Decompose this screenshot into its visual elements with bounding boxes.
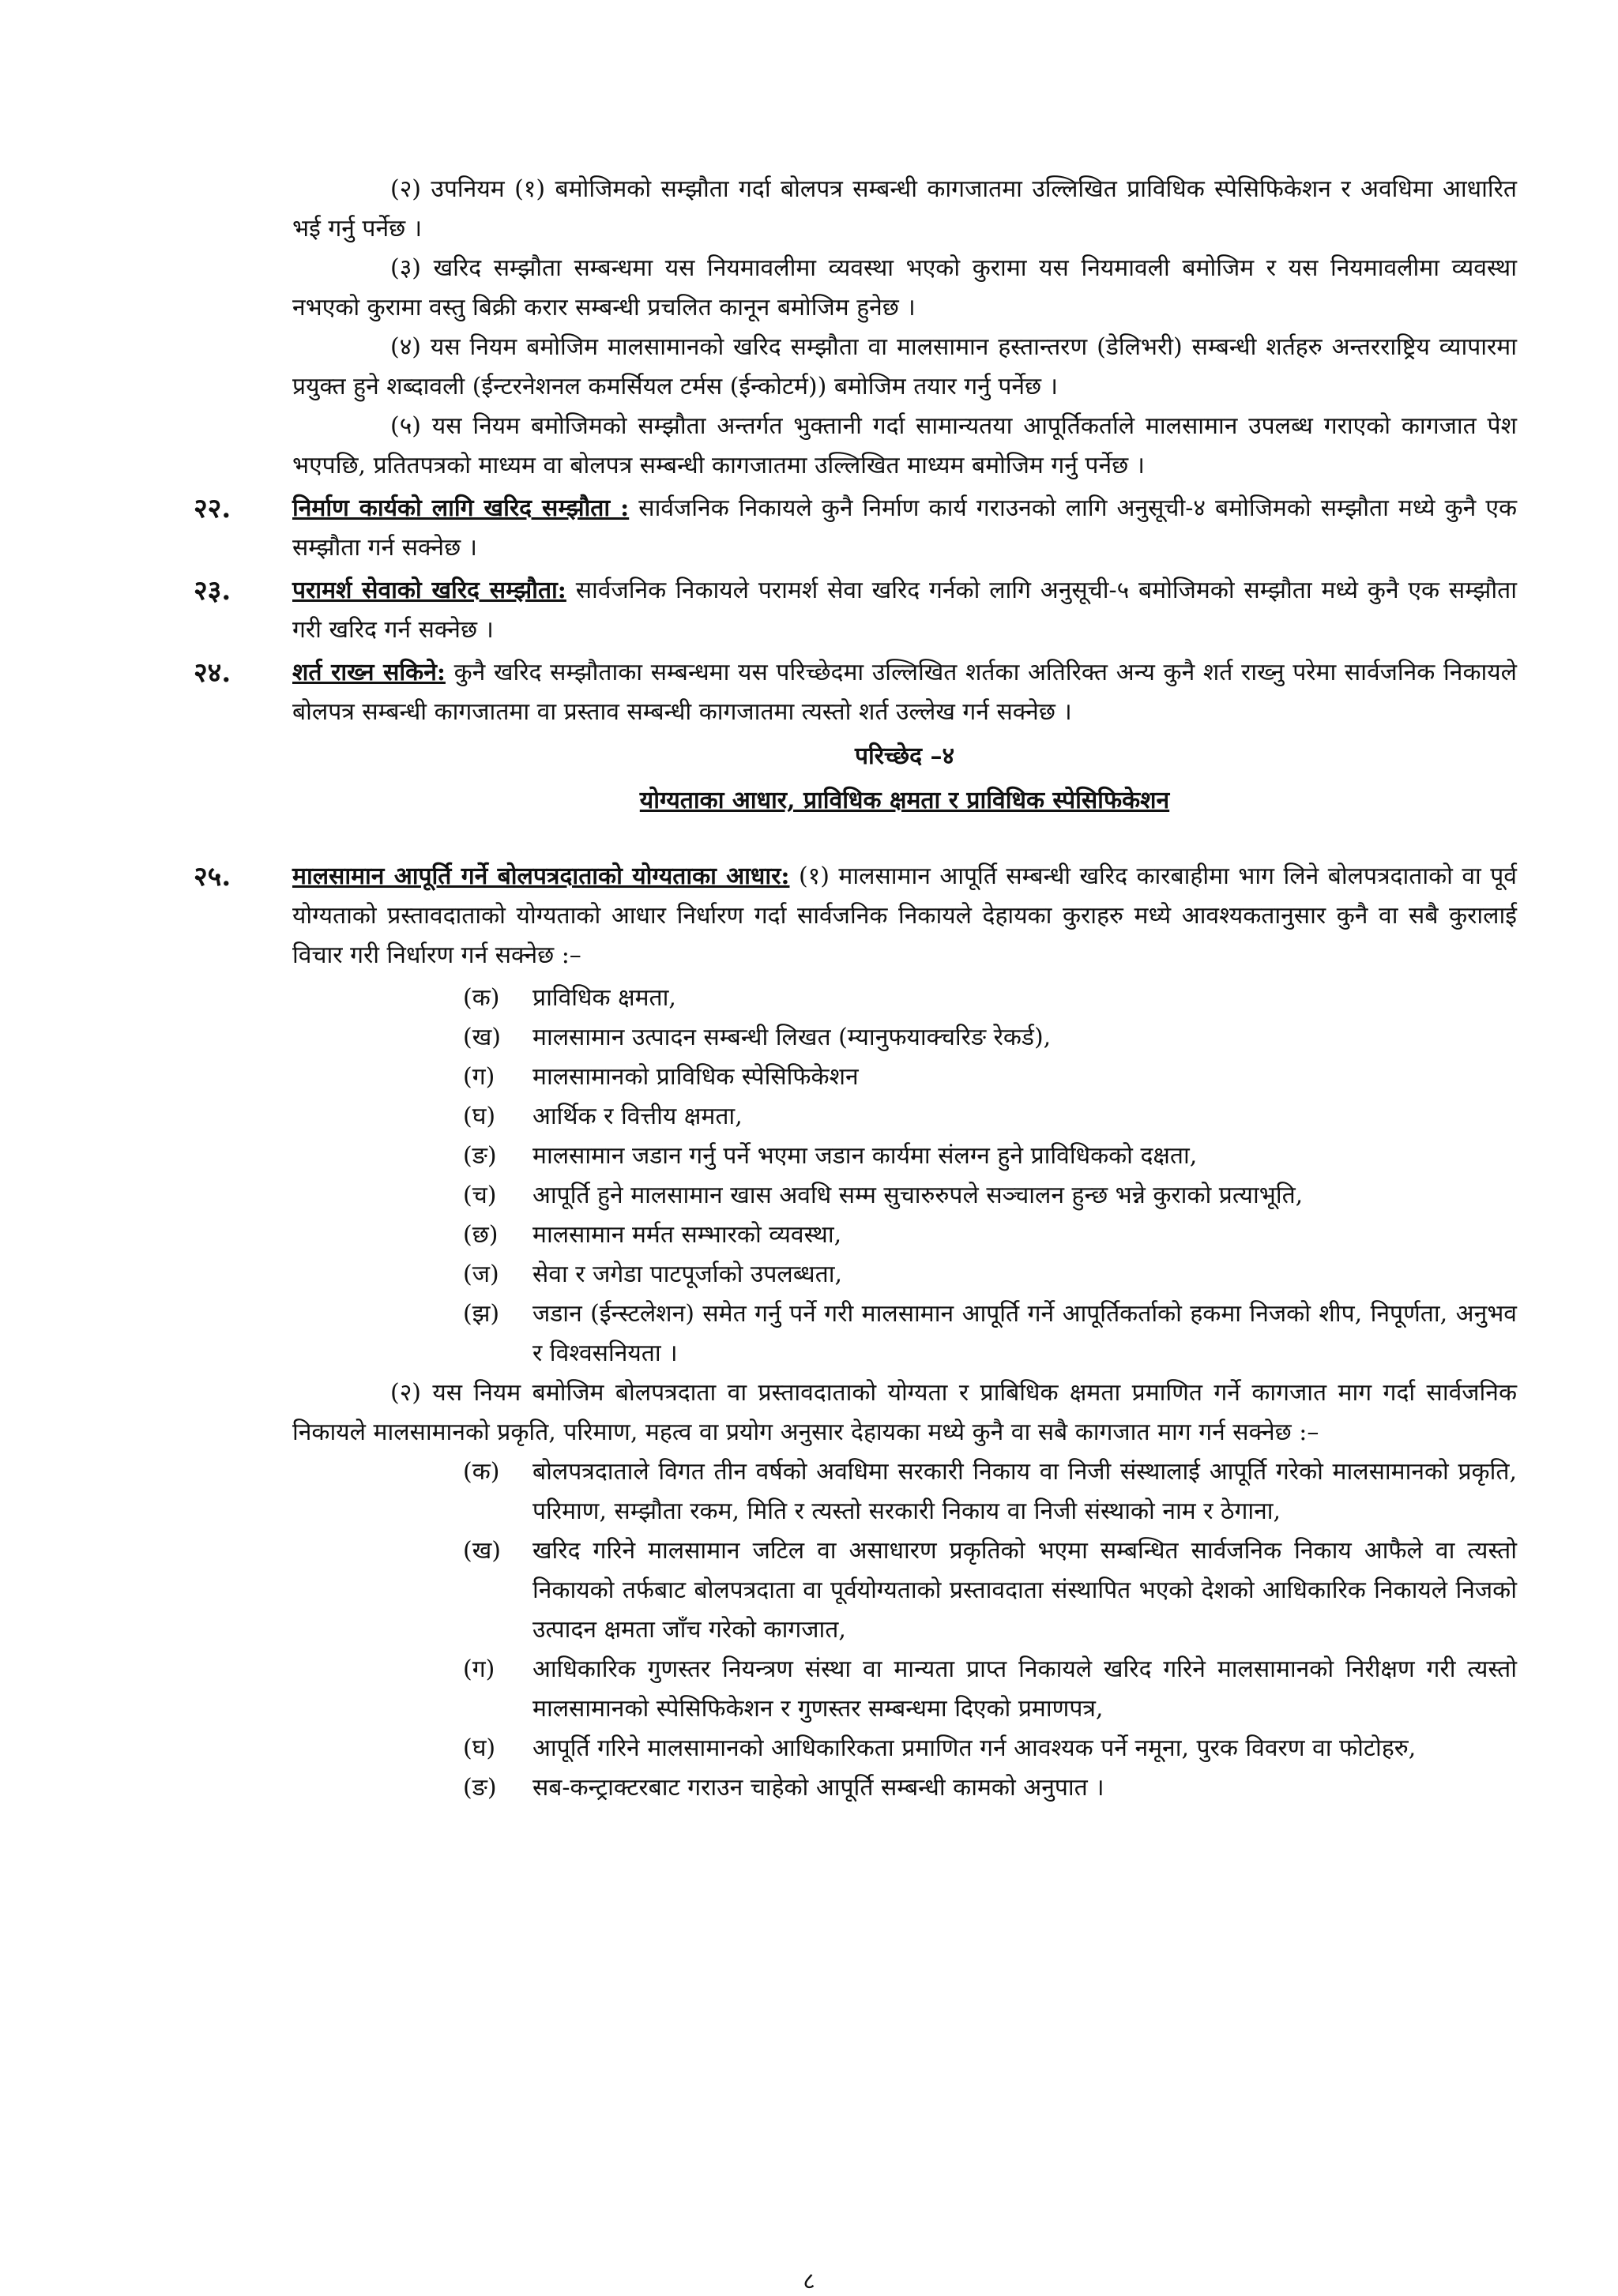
item-marker: (घ) xyxy=(463,1103,496,1130)
subrule-4-paragraph: (४) यस नियम बमोजिम मालसामानको खरिद सम्झौता वा मालसामान हस्तान्तरण (डेलिभरी) सम्बन्धी शर्तहरु अन्तरराष्ट्रिय व्यापारमा प्रयुक्त हुने शब्दावली (ईन्टरनेशनल कमर्सियल टर्मस (ईन्कोटर्म)) बमोजिम तयार गर्नु पर्नेछ । xyxy=(292,333,1517,400)
list-item xyxy=(463,1058,1517,1097)
section-title: मालसामान आपूर्ति गर्ने बोलपत्रदाताको योग्यताका आधार: xyxy=(292,862,790,890)
list-item xyxy=(463,1650,1517,1729)
item-text: मालसामान उत्पादन सम्बन्धी लिखत (म्यानुफयाक्चरिङ रेकर्ड), xyxy=(532,1024,1052,1051)
section-23 xyxy=(194,571,1517,650)
item-marker: (झ) xyxy=(463,1300,500,1328)
item-marker: (घ) xyxy=(463,1734,496,1762)
item-marker: (क) xyxy=(463,984,500,1012)
section-text: कुनै खरिद सम्झौताका सम्बन्धमा यस परिच्छेदमा उल्लिखित शर्तका अतिरिक्त अन्य कुनै शर्त राख्नु परेमा सार्वजनिक निकायले बोलपत्र सम्बन्धी कागजातमा वा प्रस्ताव सम्बन्धी कागजातमा त्यस्तो शर्त उल्लेख गर्न सक्नेछ । xyxy=(292,659,1517,726)
subrule-3-paragraph: (३) खरिद सम्झौता सम्बन्धमा यस नियमावलीमा व्यवस्था भएको कुरामा यस नियमावली बमोजिम र यस नियमावलीमा व्यवस्था नभएको कुरामा वस्तु बिक्री करार सम्बन्धी प्रचलित कानून बमोजिम हुनेछ । xyxy=(292,254,1517,321)
list-item xyxy=(463,1531,1517,1650)
item-marker: (ख) xyxy=(463,1537,501,1565)
section-number: २५. xyxy=(194,861,231,892)
list-item xyxy=(463,1768,1517,1808)
chapter-heading: परिच्छेद –४ xyxy=(854,742,955,770)
section-title: निर्माण कार्यको लागि खरिद सम्झौता : xyxy=(292,494,630,522)
item-marker: (ज) xyxy=(463,1261,499,1288)
list-item xyxy=(463,1137,1517,1176)
section-title: परामर्श सेवाको खरिद सम्झौता: xyxy=(292,577,566,604)
item-marker: (ङ) xyxy=(463,1774,497,1802)
list-item xyxy=(463,979,1517,1018)
item-text: खरिद गरिने मालसामान जटिल वा असाधारण प्रकृतिको भएमा सम्बन्धित सार्वजनिक निकाय आफैले वा त्यस्तो निकायको तर्फबाट बोलपत्रदाता वा पूर्वयोग्यताको प्रस्तावदाता संस्थापित भएको देशको आधिकारिक निकायले निजको उत्पादन क्षमता जाँच गरेको कागजात, xyxy=(532,1537,1517,1644)
item-text: आर्थिक र वित्तीय क्षमता, xyxy=(532,1103,743,1130)
section-text: (१) मालसामान आपूर्ति सम्बन्धी खरिद कारबाहीमा भाग लिने बोलपत्रदाताको वा पूर्व योग्यताको प्रस्तावदाताको योग्यताको आधार निर्धारण गर्दा सार्वजनिक निकायले देहायका कुराहरु मध्ये आवश्यकतानुसार कुनै वा सबै कुरालाई विचार गरी निर्धारण गर्न सक्नेछ :– xyxy=(292,862,1517,969)
list-item xyxy=(463,1729,1517,1768)
item-text: मालसामानको प्राविधिक स्पेसिफिकेशन xyxy=(532,1063,859,1091)
section-text: सार्वजनिक निकायले कुनै निर्माण कार्य गराउनको लागि अनुसूची-४ बमोजिमको सम्झौता मध्ये कुनै एक सम्झौता गर्न सक्नेछ । xyxy=(292,494,1518,562)
document-body xyxy=(194,170,1518,1808)
section-number: २३. xyxy=(194,575,231,607)
qualification-criteria-list xyxy=(463,979,1517,1373)
section-25 xyxy=(194,857,1517,975)
item-marker: (क) xyxy=(463,1458,500,1486)
section-number: २४. xyxy=(194,657,231,689)
item-text: आधिकारिक गुणस्तर नियन्त्रण संस्था वा मान्यता प्राप्त निकायले खरिद गरिने मालसामानको निरीक्षण गरी त्यस्तो मालसामानको स्पेसिफिकेशन र गुणस्तर सम्बन्धमा दिएको प्रमाणपत्र, xyxy=(532,1655,1517,1723)
list-item xyxy=(463,1097,1517,1137)
item-text: बोलपत्रदाताले विगत तीन वर्षको अवधिमा सरकारी निकाय वा निजी संस्थालाई आपूर्ति गरेको मालसामानको प्रकृति, परिमाण, सम्झौता रकम, मिति र त्यस्तो सरकारी निकाय वा निजी संस्थाको नाम र ठेगाना, xyxy=(532,1458,1517,1525)
section-title: शर्त राख्न सकिने: xyxy=(292,659,446,686)
page-number: ८ xyxy=(803,2268,815,2295)
item-text: प्राविधिक क्षमता, xyxy=(532,984,676,1012)
section-number: २२. xyxy=(194,493,231,524)
list-item xyxy=(463,1255,1517,1295)
list-item xyxy=(463,1216,1517,1255)
subrule-25-2-paragraph: (२) यस नियम बमोजिम बोलपत्रदाता वा प्रस्तावदाताको योग्यता र प्राबिधिक क्षमता प्रमाणित गर्ने कागजात माग गर्दा सार्वजनिक निकायले मालसामानको प्रकृति, परिमाण, महत्व वा प्रयोग अनुसार देहायका मध्ये कुनै वा सबै कागजात माग गर्न सक्नेछ :– xyxy=(292,1379,1517,1446)
list-item xyxy=(463,1295,1517,1373)
item-marker: (च) xyxy=(463,1182,497,1209)
documents-list xyxy=(463,1452,1517,1808)
section-24 xyxy=(194,653,1517,732)
list-item xyxy=(463,1176,1517,1216)
item-text: सब-कन्ट्राक्टरबाट गराउन चाहेको आपूर्ति सम्बन्धी कामको अनुपात । xyxy=(532,1774,1104,1802)
subrule-5-paragraph: (५) यस नियम बमोजिमको सम्झौता अन्तर्गत भुक्तानी गर्दा सामान्यतया आपूर्तिकर्ताले मालसामान उपलब्ध गराएको कागजात पेश भएपछि, प्रतितपत्रको माध्यम वा बोलपत्र सम्बन्धी कागजातमा उल्लिखित माध्यम बमोजिम गर्नु पर्नेछ । xyxy=(292,412,1517,479)
item-marker: (ग) xyxy=(463,1063,495,1091)
subrule-2-paragraph: (२) उपनियम (१) बमोजिमको सम्झौता गर्दा बोलपत्र सम्बन्धी कागजातमा उल्लिखित प्राविधिक स्पेसिफिकेशन र अवधिमा आधारित भई गर्नु पर्नेछ । xyxy=(292,175,1517,242)
item-marker: (ख) xyxy=(463,1024,501,1051)
chapter-title: योग्यताका आधार, प्राविधिक क्षमता र प्राविधिक स्पेसिफिकेशन xyxy=(639,787,1170,814)
item-text: मालसामान जडान गर्नु पर्ने भएमा जडान कार्यमा संलग्न हुने प्राविधिकको दक्षता, xyxy=(532,1142,1198,1170)
item-marker: (छ) xyxy=(463,1221,499,1249)
item-marker: (ङ) xyxy=(463,1142,497,1170)
item-text: सेवा र जगेडा पाटपूर्जाको उपलब्धता, xyxy=(532,1261,843,1288)
item-text: मालसामान मर्मत सम्भारको व्यवस्था, xyxy=(532,1221,842,1249)
section-text: सार्वजनिक निकायले परामर्श सेवा खरिद गर्नको लागि अनुसूची-५ बमोजिमको सम्झौता मध्ये कुनै एक सम्झौता गरी खरिद गर्न सक्नेछ । xyxy=(292,577,1517,644)
item-text: जडान (ईन्स्टलेशन) समेत गर्नु पर्ने गरी मालसामान आपूर्ति गर्ने आपूर्तिकर्ताको हकमा निजको शीप, निपूर्णता, अनुभव र विश्वसनियता । xyxy=(532,1300,1517,1367)
item-text: आपूर्ति हुने मालसामान खास अवधि सम्म सुचारुरुपले सञ्चालन हुन्छ भन्ने कुराको प्रत्याभूति, xyxy=(532,1182,1304,1209)
list-item xyxy=(463,1452,1517,1531)
list-item xyxy=(463,1018,1517,1058)
item-text: आपूर्ति गरिने मालसामानको आधिकारिकता प्रमाणित गर्न आवश्यक पर्ने नमूना, पुरक विवरण वा फोटोहरु, xyxy=(532,1734,1417,1762)
section-22 xyxy=(194,489,1518,568)
item-marker: (ग) xyxy=(463,1655,495,1683)
